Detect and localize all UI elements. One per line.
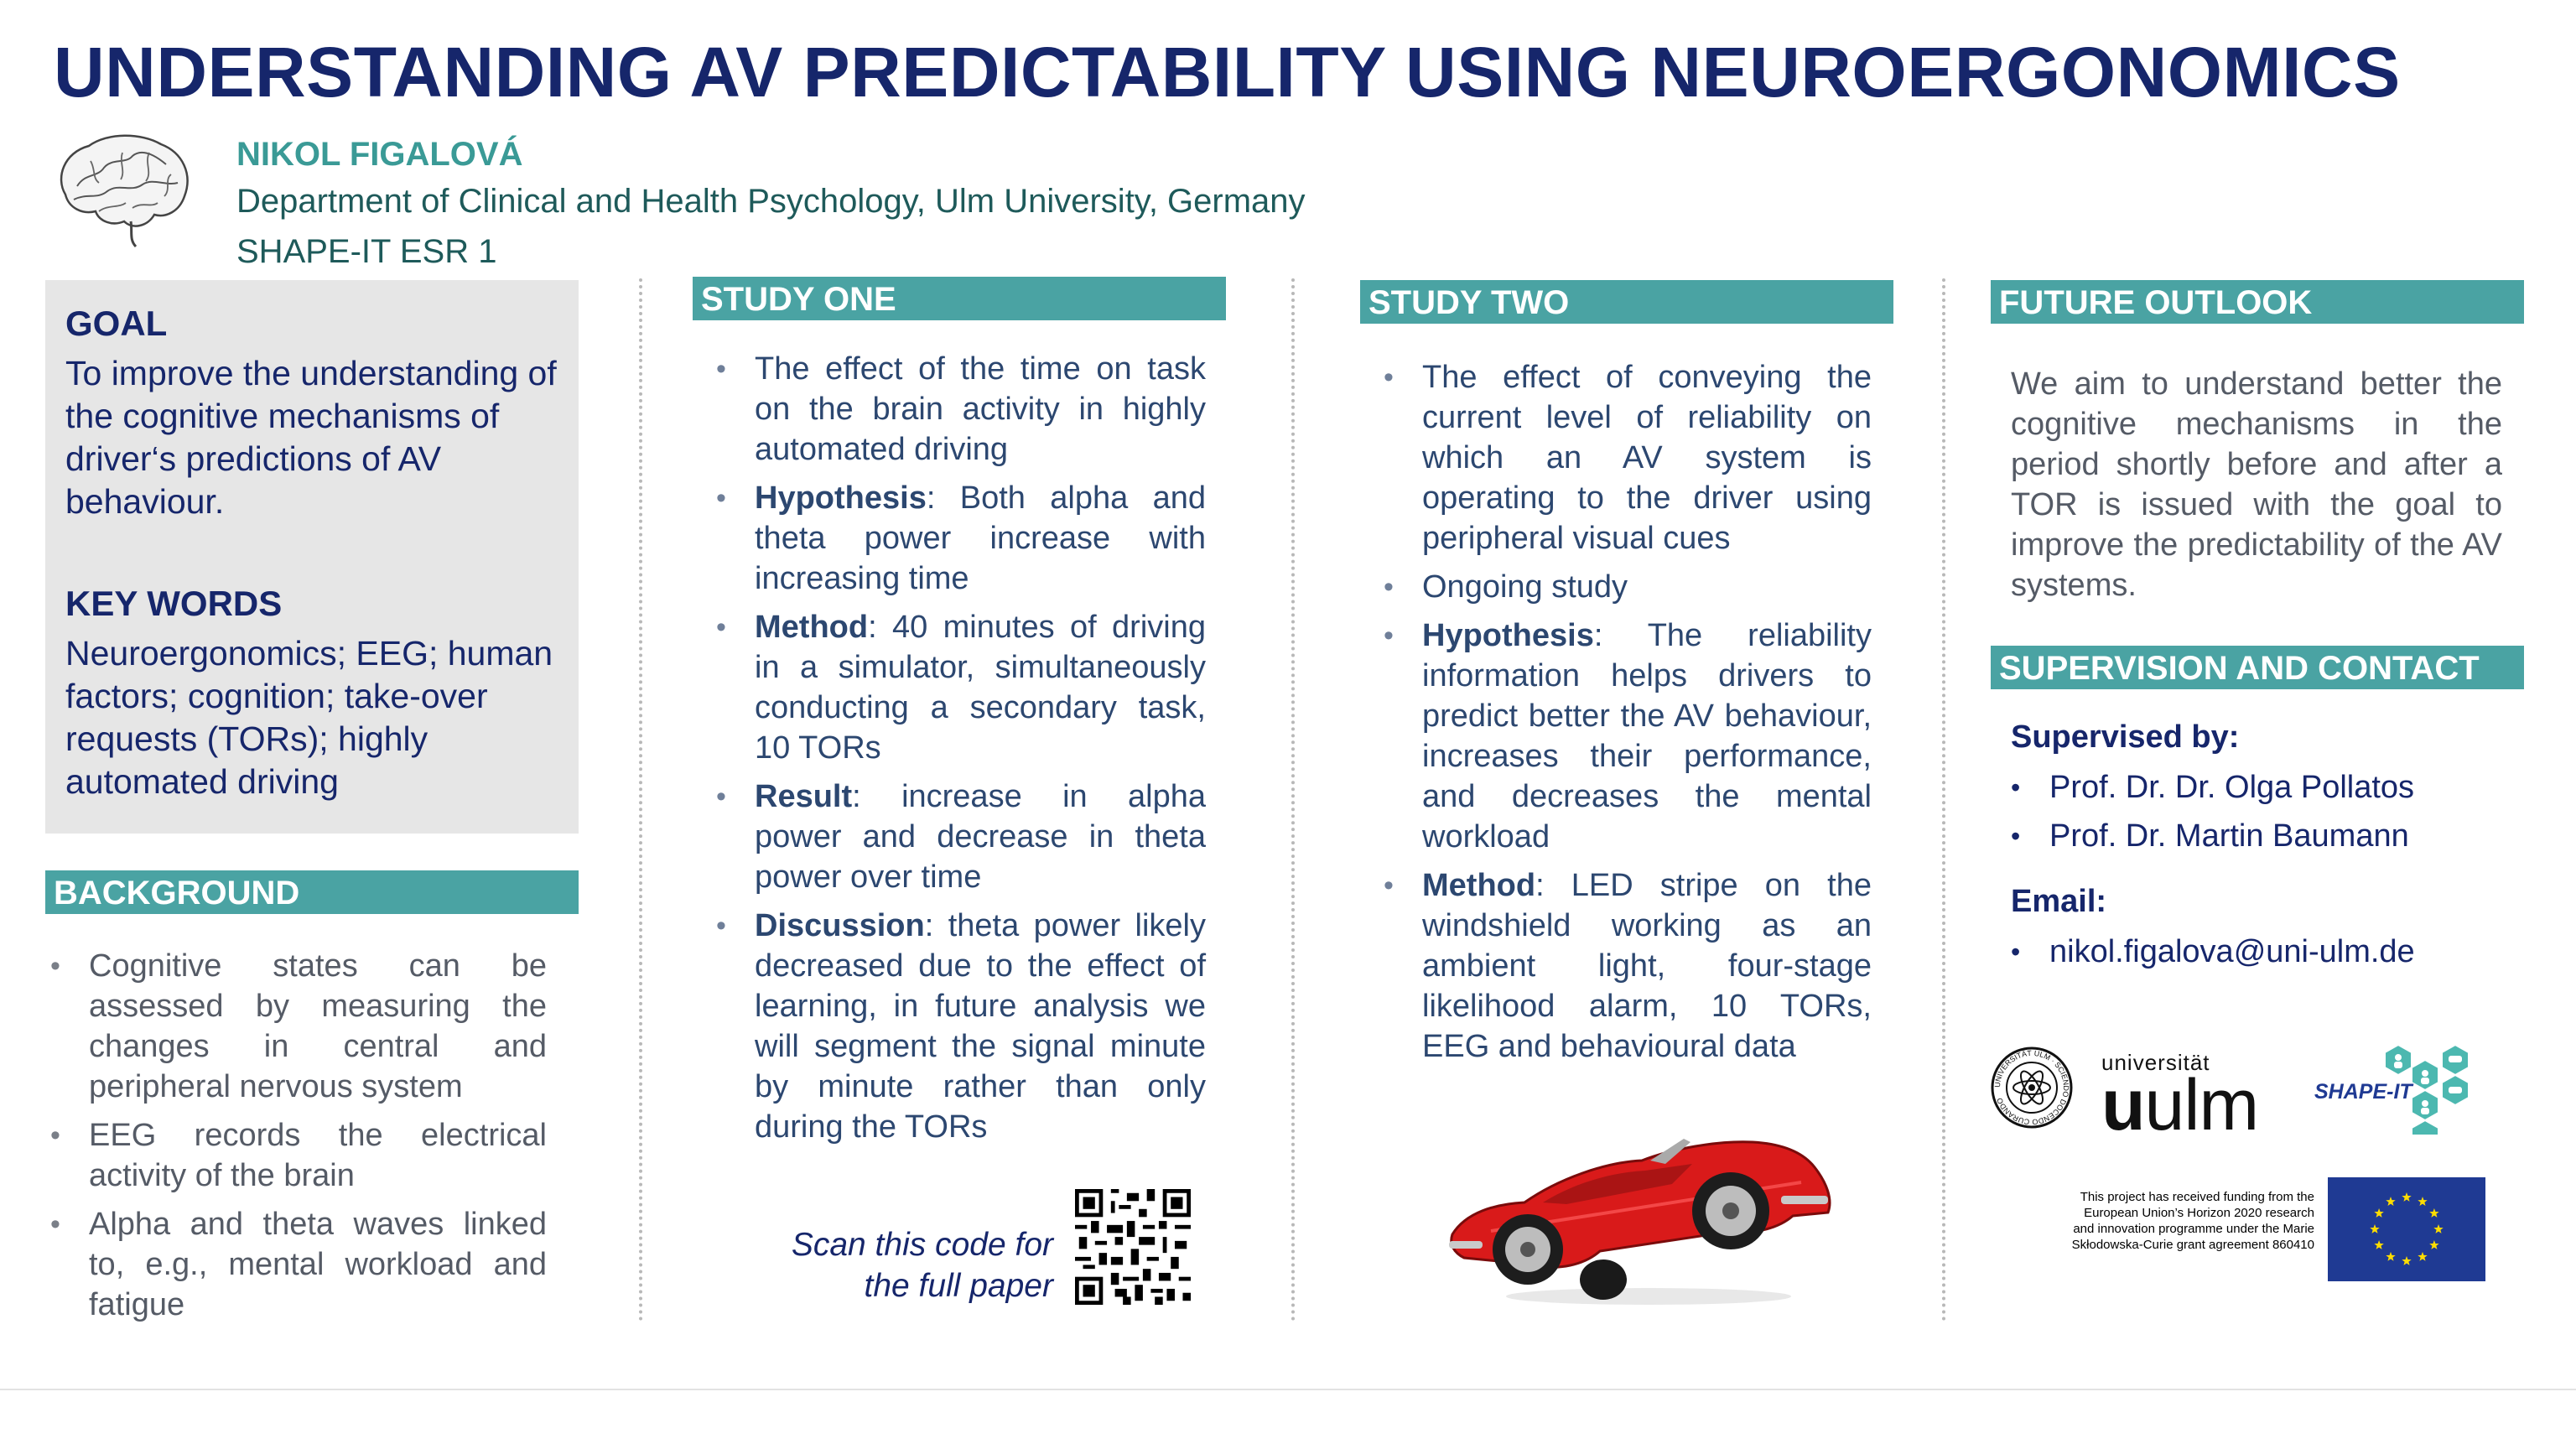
list-item: • Prof. Dr. Martin Baumann: [2009, 812, 2512, 860]
author-role: SHAPE-IT ESR 1: [236, 233, 497, 270]
funding-statement: This project has received funding from the European Union’s Horizon 2020 research and innovation programme under the Marie Skłodowska-Curie grant agreement 860410: [2071, 1190, 2314, 1252]
goal-keywords-box: [45, 280, 579, 834]
qr-caption: Scan this code for the full paper: [791, 1227, 1053, 1304]
email-link[interactable]: • nikol.figalova@uni-ulm.de: [2009, 927, 2512, 976]
svg-text:UNIVERSITÄT ULM · SCIENDO DOCE: UNIVERSITÄT ULM · SCIENDO DOCENDO CURANDO: [1992, 1048, 2071, 1127]
study-two-list: [1380, 357, 1872, 1075]
poster-title: UNDERSTANDING AV PREDICTABILITY USING NEUROERGONOMICS: [54, 33, 2401, 112]
footer-divider: [0, 1389, 2576, 1390]
goal-heading: GOAL: [65, 304, 168, 343]
study-two-heading: STUDY TWO: [1360, 280, 1893, 324]
uulm-logo: universität uulm: [2101, 1050, 2259, 1145]
list-item: • Alpha and theta waves linked to, e.g., mental workload and fatigue: [47, 1204, 547, 1325]
brain-icon: [49, 127, 196, 248]
author-department: Department of Clinical and Health Psychology, Ulm University, Germany: [236, 183, 1306, 220]
email-label: Email:: [2011, 884, 2107, 919]
list-item: • Ongoing study: [1380, 567, 1872, 607]
svg-text:SHAPE-IT: SHAPE-IT: [2314, 1080, 2412, 1104]
column-divider: [639, 278, 642, 1322]
study-one-list: [713, 349, 1206, 1156]
list-item: • The effect of conveying the current level of reliability on which an AV system is operating to the driver using peripheral visual cues: [1380, 357, 1872, 558]
contact-heading: SUPERVISION AND CONTACT: [1991, 646, 2524, 689]
goal-text: To improve the understanding of the cognitive mechanisms of driver‘s predictions of AV behaviour.: [65, 354, 557, 521]
email-list: [2009, 927, 2512, 976]
study-one-heading: STUDY ONE: [693, 277, 1226, 320]
supervisor-list: [2009, 763, 2512, 860]
list-item: • Discussion: theta power likely decreased due to the effect of learning, in future analysis we will segment the signal minute by minute rather than only during the TORs: [713, 906, 1206, 1147]
list-item: • Method: LED stripe on the windshield working as an ambient light, four-stage likelihood alarm, 10 TORs, EEG and behavioural data: [1380, 865, 1872, 1067]
list-item: • Cognitive states can be assessed by measuring the changes in central and peripheral nervous system: [47, 946, 547, 1107]
background-list: [47, 946, 547, 1333]
column-divider: [1291, 278, 1295, 1322]
list-item: • Hypothesis: Both alpha and theta power increase with increasing time: [713, 478, 1206, 599]
eu-flag-icon: [2328, 1177, 2485, 1281]
qr-code-icon[interactable]: [1075, 1189, 1191, 1305]
keywords-text: Neuroergonomics; EEG; human factors; cognition; take-over requests (TORs); highly automated driving: [65, 634, 553, 801]
list-item: • Hypothesis: The reliability information helps drivers to predict better the AV behaviour, increases their performance, and decreases the mental workload: [1380, 615, 1872, 857]
shape-it-logo: [2314, 1043, 2487, 1135]
author-name: NIKOL FIGALOVÁ: [236, 136, 523, 173]
list-item: • Prof. Dr. Dr. Olga Pollatos: [2009, 763, 2512, 812]
list-item: • Result: increase in alpha power and decrease in theta power over time: [713, 776, 1206, 897]
list-item: • EEG records the electrical activity of the brain: [47, 1115, 547, 1196]
keywords-heading: KEY WORDS: [65, 584, 283, 623]
background-heading: BACKGROUND: [45, 870, 579, 914]
column-divider: [1942, 278, 1945, 1322]
list-item: • Method: 40 minutes of driving in a simulator, simultaneously conducting a secondary task, 10 TORs: [713, 607, 1206, 768]
list-item: • The effect of the time on task on the brain activity in highly automated driving: [713, 349, 1206, 470]
university-seal-logo: [1991, 1046, 2073, 1129]
red-car-image: [1441, 1124, 1845, 1311]
future-outlook-heading: FUTURE OUTLOOK: [1991, 280, 2524, 324]
future-outlook-text: We aim to understand better the cognitive mechanisms in the period shortly before and after a TOR is issued with the goal to improve the predictability of the AV systems.: [2011, 366, 2502, 603]
supervised-label: Supervised by:: [2011, 719, 2240, 755]
